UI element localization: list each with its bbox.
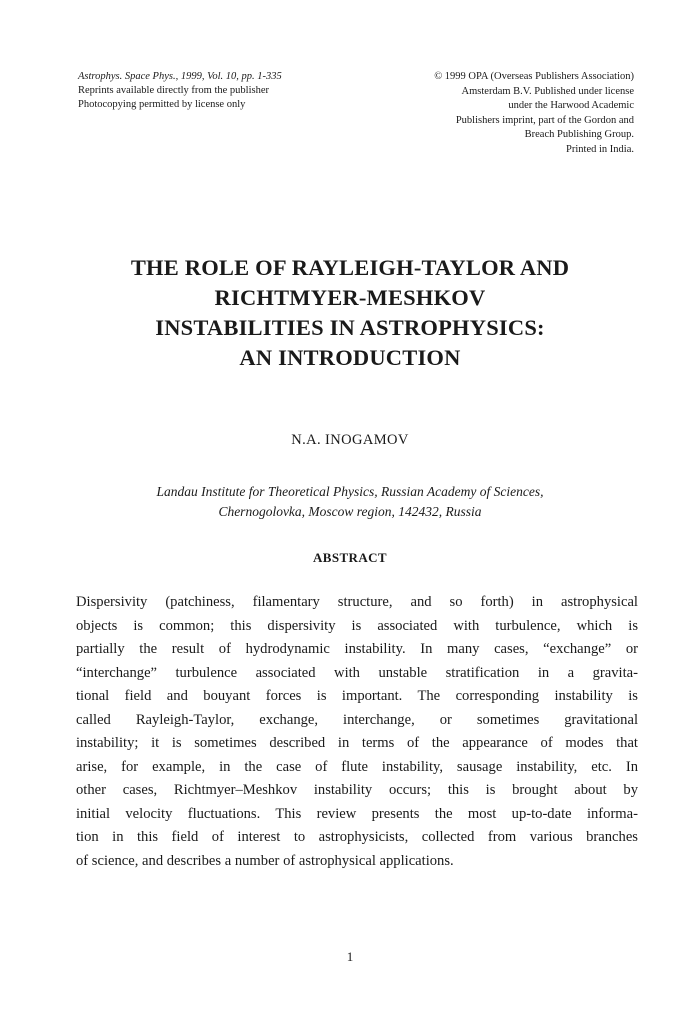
title-line: THE ROLE OF RAYLEIGH-TAYLOR AND	[130, 255, 570, 280]
title-line: RICHTMYER-MESHKOV	[214, 285, 486, 310]
copyright-notice	[344, 70, 634, 157]
journal-citation: Astrophys. Space Phys., 1999, Vol. 10, pp. 1-335	[78, 71, 282, 82]
author-name: N.A. INOGAMOV	[291, 432, 409, 448]
copyright-line: Publishers imprint, part of the Gordon and	[455, 114, 634, 126]
abstract-line: tional field and bouyant forces is important. The corresponding instability is	[76, 688, 638, 704]
abstract-text	[76, 591, 638, 873]
abstract-line: arise, for example, in the case of flute instability, sausage instability, etc. In	[76, 758, 638, 775]
page-number: 1	[346, 949, 354, 964]
copyright-line: Breach Publishing Group.	[524, 129, 634, 140]
copyright-line: Amsterdam B.V. Published under license	[461, 85, 634, 97]
affiliation-line: Chernogolovka, Moscow region, 142432, Russia	[218, 504, 482, 519]
reprint-note: Reprints available directly from the publisher	[78, 85, 269, 96]
title-line: AN INTRODUCTION	[239, 345, 461, 370]
photocopy-note: Photocopying permitted by license only	[78, 99, 246, 110]
copyright-line: © 1999 OPA (Overseas Publishers Association)	[434, 71, 634, 82]
abstract-line: initial velocity fluctuations. This review presents the most up-to-date informa-	[76, 805, 638, 822]
abstract-line: other cases, Richtmyer–Meshkov instability occurs; this is brought about by	[76, 782, 638, 798]
abstract-line: instability; it is sometimes described in terms of the appearance of modes that	[76, 735, 638, 751]
affiliation-line: Landau Institute for Theoretical Physics, Russian Academy of Sciences,	[156, 484, 544, 499]
abstract-line: of science, and describes a number of astrophysical applications.	[76, 852, 454, 869]
abstract-line: “interchange” turbulence associated with unstable stratification in a gravita-	[76, 664, 638, 681]
abstract-line: Dispersivity (patchiness, filamentary structure, and so forth) in astrophysical	[76, 594, 638, 610]
copyright-line: Printed in India.	[566, 143, 634, 155]
abstract-line: tion in this field of interest to astrophysicists, collected from various branches	[76, 829, 638, 845]
abstract-line: partially the result of hydrodynamic instability. In many cases, “exchange” or	[76, 641, 638, 657]
abstract-line: called Rayleigh-Taylor, exchange, interchange, or sometimes gravitational	[76, 711, 638, 728]
abstract-line: objects is common; this dispersivity is associated with turbulence, which is	[76, 617, 638, 634]
abstract-heading: ABSTRACT	[313, 550, 387, 565]
paper-title	[60, 253, 640, 373]
title-line: INSTABILITIES IN ASTROPHYSICS:	[155, 315, 545, 340]
copyright-line: under the Harwood Academic	[508, 100, 634, 111]
author-affiliation	[80, 482, 620, 522]
publication-info	[78, 70, 358, 112]
